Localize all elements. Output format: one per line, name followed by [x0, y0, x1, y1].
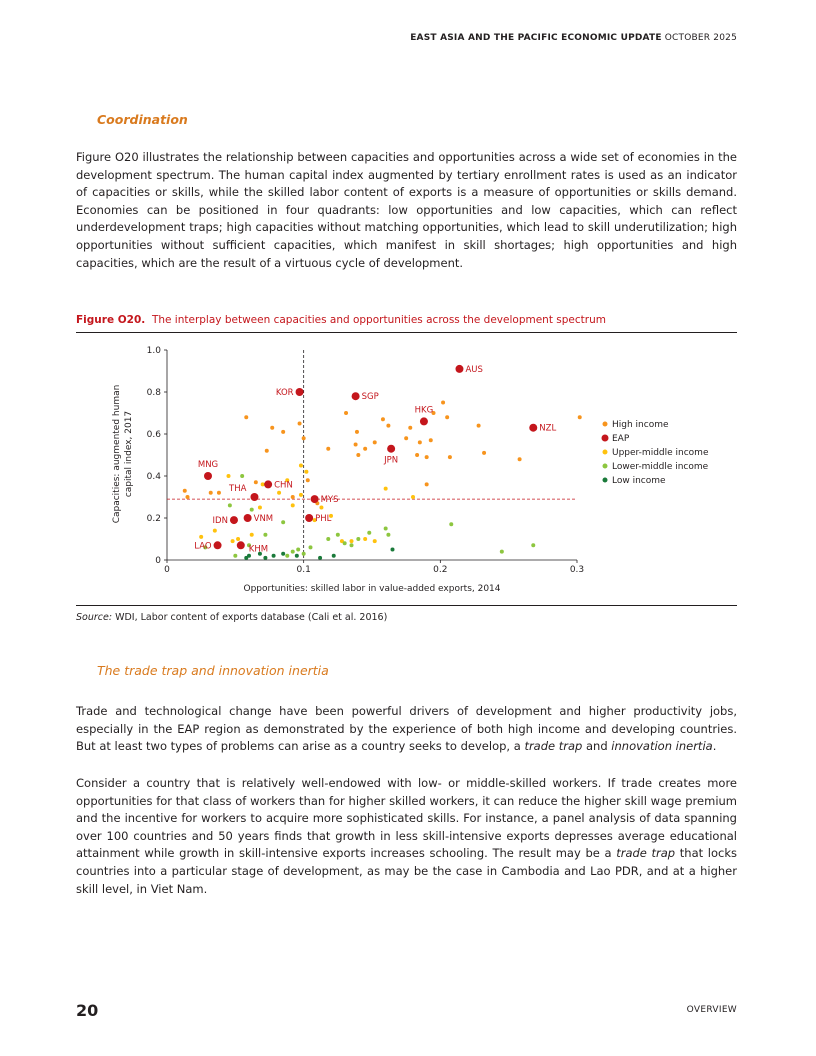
point-lower-middle-income — [500, 550, 504, 554]
point-upper-middle-income — [299, 464, 303, 468]
point-lower-middle-income — [449, 522, 453, 526]
point-upper-middle-income — [373, 539, 377, 543]
figure-bottom-rule — [76, 605, 737, 606]
point-upper-middle-income — [250, 533, 254, 537]
point-upper-middle-income — [291, 503, 295, 507]
eap-point-tha — [250, 493, 258, 501]
figure-label: Figure O20. — [76, 314, 146, 326]
point-low-income — [318, 556, 322, 560]
point-upper-middle-income — [213, 529, 217, 533]
y-axis-label-line1: Capacities: augmented human — [112, 384, 122, 524]
point-high-income — [298, 422, 302, 426]
x-tick-label: 0.3 — [569, 565, 585, 575]
point-lower-middle-income — [233, 554, 237, 558]
point-high-income — [306, 478, 310, 482]
point-lower-middle-income — [367, 531, 371, 535]
scatter-chart — [90, 336, 730, 602]
x-tick-label: 0 — [164, 565, 170, 575]
point-low-income — [263, 556, 267, 560]
legend-marker-high-income — [603, 422, 608, 427]
figure-caption — [76, 314, 606, 326]
point-lower-middle-income — [281, 520, 285, 524]
legend-label-lower-middle-income: Lower-middle income — [612, 462, 709, 472]
point-high-income — [355, 430, 359, 434]
x-tick-label: 0.2 — [433, 565, 448, 575]
trade-p2-text-b: that locks countries into a particular stage of development, as may be the case in Cambodia and Lao PDR, and at a higher skill level, in Viet Nam. — [76, 846, 738, 896]
eap-label-tha: THA — [229, 484, 247, 494]
trade-p1-em-innovation-inertia: innovation inertia — [611, 739, 713, 754]
point-high-income — [354, 443, 358, 447]
eap-point-mys — [311, 495, 319, 503]
eap-label-sgp: SGP — [361, 392, 379, 403]
eap-label-hkg: HKG — [414, 405, 434, 416]
eap-point-chn — [264, 480, 272, 488]
eap-point-phl — [305, 514, 313, 522]
section-title-coordination: Coordination — [97, 112, 188, 127]
legend-label-eap: EAP — [612, 434, 630, 444]
trade-p1-text-a: Trade and technological change have been powerful drivers of development and higher productivity jobs, especially in the EAP region as demonstrated by the experience of both high income and developing countries. But at least two types of problems can arise as a country seeks to develop, a — [76, 704, 737, 754]
point-upper-middle-income — [227, 474, 231, 478]
point-low-income — [332, 554, 336, 558]
point-high-income — [265, 449, 269, 453]
point-low-income — [391, 548, 395, 552]
x-axis-label: Opportunities: skilled labor in value-added exports, 2014 — [243, 584, 501, 594]
point-upper-middle-income — [258, 506, 262, 510]
y-tick-label: 0.4 — [146, 472, 161, 482]
eap-point-sgp — [352, 392, 360, 400]
point-high-income — [578, 415, 582, 419]
point-low-income — [295, 554, 299, 558]
legend-marker-eap — [602, 435, 609, 442]
eap-point-vnm — [244, 514, 252, 522]
point-high-income — [244, 415, 248, 419]
legend-marker-lower-middle-income — [603, 464, 608, 469]
point-high-income — [518, 457, 522, 461]
point-upper-middle-income — [299, 493, 303, 497]
legend-marker-low-income — [603, 478, 608, 483]
eap-point-idn — [230, 516, 238, 524]
point-lower-middle-income — [343, 541, 347, 545]
point-high-income — [441, 401, 445, 405]
point-high-income — [425, 455, 429, 459]
point-lower-middle-income — [228, 503, 232, 507]
point-lower-middle-income — [531, 543, 535, 547]
eap-label-jpn: JPN — [384, 455, 399, 466]
point-lower-middle-income — [326, 537, 330, 541]
point-upper-middle-income — [261, 482, 265, 486]
eap-label-kor: KOR — [275, 388, 294, 398]
eap-label-khm: KHM — [248, 544, 269, 555]
figure-source — [76, 612, 387, 623]
point-high-income — [356, 453, 360, 457]
point-upper-middle-income — [363, 537, 367, 541]
eap-point-lao — [214, 541, 222, 549]
source-label: Source: — [76, 612, 113, 623]
source-text: WDI, Labor content of exports database (Cali et al. 2016) — [112, 612, 388, 623]
legend-label-low-income: Low income — [612, 476, 666, 486]
point-upper-middle-income — [319, 506, 323, 510]
footer-section-label: OVERVIEW — [686, 1005, 737, 1015]
point-high-income — [344, 411, 348, 415]
point-upper-middle-income — [231, 539, 235, 543]
eap-label-aus: AUS — [465, 364, 483, 375]
point-high-income — [302, 436, 306, 440]
point-upper-middle-income — [384, 487, 388, 491]
point-upper-middle-income — [411, 495, 415, 499]
point-high-income — [418, 440, 422, 444]
eap-label-nzl: NZL — [539, 423, 557, 434]
point-upper-middle-income — [350, 539, 354, 543]
eap-point-nzl — [529, 424, 537, 432]
x-tick-label: 0.1 — [296, 565, 311, 575]
eap-label-mys: MYS — [320, 495, 339, 506]
point-lower-middle-income — [356, 537, 360, 541]
eap-point-aus — [455, 365, 463, 373]
point-high-income — [445, 415, 449, 419]
point-lower-middle-income — [291, 550, 295, 554]
y-tick-label: 0.2 — [146, 514, 161, 524]
eap-point-jpn — [387, 445, 395, 453]
y-tick-label: 0.6 — [146, 430, 161, 440]
running-header-title: EAST ASIA AND THE PACIFIC ECONOMIC UPDATE — [410, 33, 662, 43]
point-upper-middle-income — [304, 470, 308, 474]
body-paragraph-trade-2 — [76, 775, 737, 898]
point-high-income — [217, 491, 221, 495]
point-high-income — [270, 426, 274, 430]
point-lower-middle-income — [384, 527, 388, 531]
point-lower-middle-income — [336, 533, 340, 537]
point-high-income — [429, 438, 433, 442]
point-upper-middle-income — [277, 491, 281, 495]
plot-layer — [147, 346, 709, 575]
trade-p1-text-b: and — [582, 739, 612, 754]
trade-p1-text-c: . — [712, 739, 717, 754]
point-lower-middle-income — [263, 533, 267, 537]
point-lower-middle-income — [302, 552, 306, 556]
running-header-date: OCTOBER 2025 — [661, 33, 737, 43]
point-lower-middle-income — [250, 508, 254, 512]
point-lower-middle-income — [240, 474, 244, 478]
running-header — [410, 33, 737, 43]
point-high-income — [404, 436, 408, 440]
figure-top-rule — [76, 332, 737, 333]
eap-label-phl: PHL — [315, 514, 332, 524]
eap-label-vnm: VNM — [253, 514, 274, 524]
point-high-income — [425, 482, 429, 486]
point-low-income — [244, 556, 248, 560]
eap-label-idn: IDN — [212, 516, 228, 527]
eap-point-hkg — [420, 417, 428, 425]
point-high-income — [209, 491, 213, 495]
point-upper-middle-income — [236, 537, 240, 541]
point-low-income — [272, 554, 276, 558]
point-high-income — [386, 424, 390, 428]
eap-point-kor — [296, 388, 304, 396]
eap-point-khm — [237, 541, 245, 549]
point-high-income — [363, 447, 367, 451]
legend-marker-upper-middle-income — [603, 450, 608, 455]
trade-p2-em-trade-trap: trade trap — [616, 846, 676, 861]
eap-label-chn: CHN — [274, 480, 293, 491]
body-paragraph-trade-1 — [76, 703, 737, 756]
point-high-income — [186, 495, 190, 499]
trade-p2-text-a: Consider a country that is relatively well-endowed with low- or middle-skilled workers. If trade creates more opportunities for that class of workers than for higher skilled workers, it can reduce the higher skill wage premium and the incentive for workers to acquire more sophisticated skills. For instance, a panel analysis of data spanning over 100 countries and 50 years finds that growth in less skill-intensive exports depresses average educational attainment while growth in skill-intensive exports increases schooling. The result may be a — [76, 776, 737, 861]
point-high-income — [408, 426, 412, 430]
point-lower-middle-income — [386, 533, 390, 537]
point-low-income — [281, 552, 285, 556]
y-axis-label-line2: capital index, 2017 — [124, 410, 134, 498]
point-high-income — [254, 480, 258, 484]
eap-label-lao: LAO — [194, 541, 212, 552]
section-title-trade-trap: The trade trap and innovation inertia — [97, 663, 329, 678]
eap-label-mng: MNG — [197, 460, 219, 470]
point-upper-middle-income — [199, 535, 203, 539]
point-high-income — [326, 447, 330, 451]
body-paragraph-coordination: Figure O20 illustrates the relationship between capacities and opportunities across a wide set of economies in the development spectrum. The human capital index augmented by tertiary enrollment rates is used as an indicator of capacities or skills, while the skilled labor content of exports is a measure of opportunities or skills demand. Economies can be positioned in four quadrants: low opportunities and low capacities, which can reflect underdevelopment traps; high capacities without matching opportunities, which lead to skill underutilization; high opportunities without sufficient capacities, which manifest in skill shortages; high opportunities and high capacities, which are the result of a virtuous cycle of development. — [76, 150, 737, 270]
trade-p1-em-trade-trap: trade trap — [524, 739, 583, 754]
point-high-income — [281, 430, 285, 434]
legend-label-high-income: High income — [612, 420, 669, 430]
point-lower-middle-income — [296, 548, 300, 552]
page-number: 20 — [76, 1001, 99, 1020]
legend-label-upper-middle-income: Upper-middle income — [612, 448, 709, 458]
eap-point-mng — [204, 472, 212, 480]
y-tick-label: 1.0 — [146, 346, 161, 356]
point-high-income — [183, 489, 187, 493]
y-tick-label: 0.8 — [146, 388, 161, 398]
point-lower-middle-income — [309, 545, 313, 549]
y-tick-label: 0 — [155, 556, 161, 566]
point-high-income — [381, 417, 385, 421]
point-high-income — [477, 424, 481, 428]
point-high-income — [291, 495, 295, 499]
point-high-income — [482, 451, 486, 455]
point-lower-middle-income — [350, 543, 354, 547]
point-high-income — [415, 453, 419, 457]
point-high-income — [448, 455, 452, 459]
point-high-income — [373, 440, 377, 444]
figure-title: The interplay between capacities and opportunities across the development spectrum — [151, 314, 606, 326]
point-lower-middle-income — [285, 554, 289, 558]
